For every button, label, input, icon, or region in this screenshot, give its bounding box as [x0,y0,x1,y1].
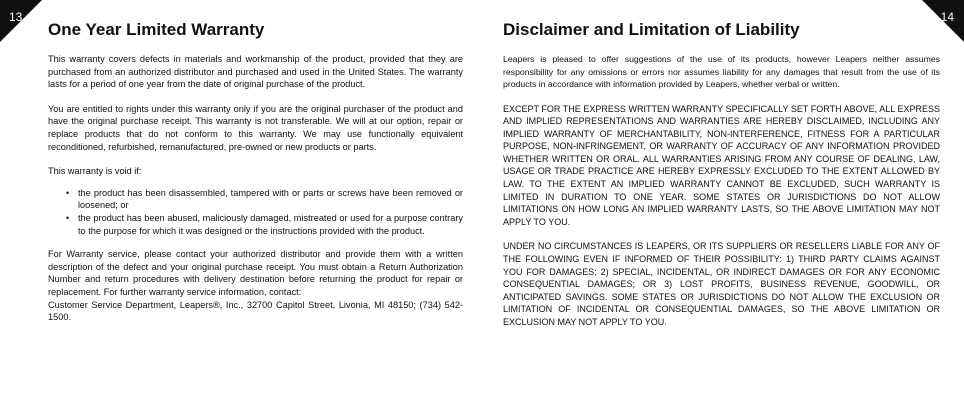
warranty-service-paragraph: For Warranty service, please contact your authorized distributor and provide them with a written description of the defect and your original purchase receipt. You must obtain a Return Authorization Number and return procedures with delivery destination before returning the product for repair or replacement. For further warranty service information, contact: [48,249,463,297]
disclaimer-title: Disclaimer and Limitation of Liability [503,20,800,39]
page-number-left: 13 [9,10,23,24]
warranty-coverage-paragraph: This warranty covers defects in materials and workmanship of the product, provided that they are purchased from an authorized distributor and purchased and used in the United States. The warranty lasts for a period of one year from the date of original purchase of the product. [48,54,463,90]
disclaimer-column [503,20,940,341]
warranty-void-list [66,187,463,237]
disclaimer-intro-paragraph: Leapers is pleased to offer suggestions of the use of its products, however Leapers neither assumes responsibility for any omissions or errors nor assumes liability for any damages that result from the use of its products in accordance with information provided by Leapers, whether verbal or written. [503,54,940,89]
page-number-right: 14 [940,10,954,24]
warranty-service-contact: Customer Service Department, Leapers®, Inc., 32700 Capitol Street, Livonia, MI 48150; (734) 542-1500. [48,299,463,323]
disclaimer-liability-paragraph: UNDER NO CIRCUMSTANCES IS LEAPERS, OR ITS SUPPLIERS OR RESELLERS LIABLE FOR ANY OF THE FOLLOWING EVEN IF INFORMED OF THEIR POSSIBILITY: 1) THIRD PARTY CLAIMS AGAINST YOU FOR DAMAGES; 2) SPECIAL, INCIDENTAL, OR INDIRECT DAMAGES OR FOR ANY ECONOMIC CONSEQUENTIAL DAMAGES; OR 3) LOST PROFITS, BUSINESS REVENUE, GOODWILL, OR ANTICIPATED SAVINGS. SOME STATES OR JURISDICTIONS DO NOT ALLOW THE EXCLUSION OR LIMITATION OF INCIDENTAL OR CONSEQUENTIAL DAMAGES, SO THE ABOVE LIMITATION OR EXCLUSION MAY NOT APPLY TO YOU. [503,241,940,327]
warranty-void-intro: This warranty is void if: [48,166,142,177]
disclaimer-warranty-paragraph: EXCEPT FOR THE EXPRESS WRITTEN WARRANTY SPECIFICALLY SET FORTH ABOVE, ALL EXPRESS AND IMPLIED REPRESENTATIONS AND WARRANTIES ARE HEREBY DISCLAIMED, INCLUDING ANY IMPLIED WARRANTY OF MERCHANTABILITY, NON-INTERFERENCE, FITNESS FOR A PARTICULAR PURPOSE, NON-INFRINGEMENT, OR WARRANTY OF ACCURACY OF ANY INFORMATION PROVIDED WHETHER WRITTEN OR ORAL. ALL WARRANTIES ARISING FROM ANY COURSE OF DEALING, LAW, USAGE OR TRADE PRACTICE ARE HEREBY EXPRESSLY EXCLUDED TO THE EXTENT ALLOWED BY LAW. TO THE EXTENT AN IMPLIED WARRANTY CANNOT BE EXCLUDED, SUCH WARRANTY IS LIMITED IN DURATION TO ONE YEAR. SOME STATES OR JURISDICTIONS DO NOT ALLOW LIMITATIONS ON HOW LONG AN IMPLIED WARRANTY LASTS, SO THE ABOVE LIMITATION MAY NOT APPLY TO YOU. [503,103,940,227]
warranty-title: One Year Limited Warranty [48,20,265,39]
list-item: • the product has been disassembled, tampered with or parts or screws have been removed or loosened; or [66,187,463,212]
warranty-rights-paragraph: You are entitled to rights under this warranty only if you are the original purchaser of the product and have the original purchase receipt. This warranty is not transferable. We will at our option, repair or replace products that do not conform to this warranty. We may use functionally equivalent reconditioned, refurbished, remanufactured, pre-owned or new products or parts. [48,103,463,152]
warranty-service-block [48,248,463,324]
list-item: • the product has been abused, maliciously damaged, mistreated or used for a purpose contrary to the purpose for which it was designed or the instructions provided with the product. [66,212,463,237]
warranty-column [48,20,463,324]
